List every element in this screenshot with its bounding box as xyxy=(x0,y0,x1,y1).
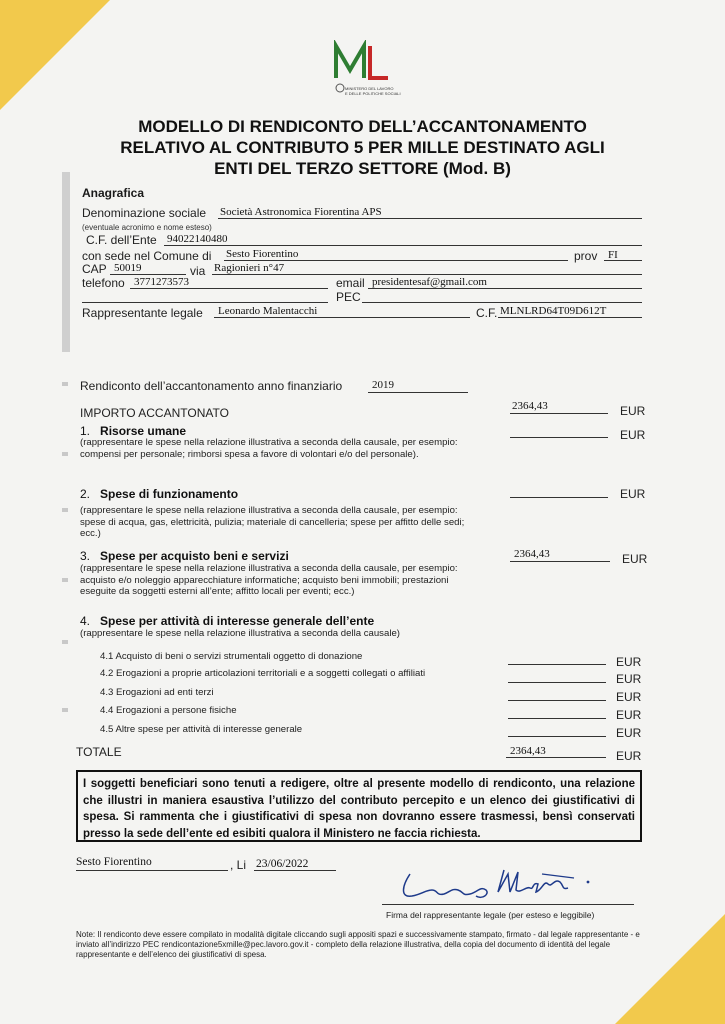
prov-value[interactable]: FI xyxy=(608,249,618,261)
field-line xyxy=(604,260,642,261)
margin-tick xyxy=(62,578,68,582)
field-line xyxy=(508,718,606,719)
pec-label: PEC xyxy=(336,290,361,304)
margin-tick xyxy=(62,508,68,512)
field-line xyxy=(510,561,610,562)
corner-decoration-top-left xyxy=(0,0,110,110)
sub-item-4-1-label: 4.1 Acquisto di beni o servizi strumentali oggetto di donazione xyxy=(100,651,363,662)
field-line xyxy=(224,260,568,261)
anno-label: Rendiconto dell’accantonamento anno finanziario xyxy=(80,379,343,393)
field-line xyxy=(508,736,606,737)
section-4-description: (rappresentare le spese nella relazione illustrativa a seconda della causale) xyxy=(80,628,400,639)
section-1-title xyxy=(80,424,186,438)
field-line xyxy=(130,288,328,289)
field-line xyxy=(110,274,186,275)
sub-item-4-3-label: 4.3 Erogazioni ad enti terzi xyxy=(100,687,214,698)
field-line xyxy=(82,302,328,303)
currency-label: EUR xyxy=(616,726,642,740)
margin-bar xyxy=(62,172,70,352)
section-1-description: (rappresentare le spese nella relazione illustrativa a seconda della causale, per esempio: compensi per personale; rimborsi spesa a favore di volontari e/o del personale). xyxy=(80,437,458,460)
title-line-1: MODELLO DI RENDICONTO DELL’ACCANTONAMENTO xyxy=(138,117,587,136)
title-line-2: RELATIVO AL CONTRIBUTO 5 PER MILLE DESTINATO AGLI xyxy=(120,138,605,157)
section-title-text: Risorse umane xyxy=(100,424,187,438)
page-title xyxy=(60,116,665,179)
denominazione-hint: (eventuale acronimo e nome esteso) xyxy=(82,223,212,232)
section-title-text: Spese per attività di interesse generale dell’ente xyxy=(100,614,375,628)
notice-box: I soggetti beneficiari sono tenuti a redigere, oltre al presente modello di rendiconto, una relazione che illustri in maniera esaustiva l’utilizzo del contributo percepito e un elenco dei giustificativi di spesa. Si rammenta che i giustificativi di spesa non dovranno essere trasmessi, bensì conservati presso la sede dell’ente ed esibiti qualora il Ministero ne faccia richiesta. xyxy=(76,770,642,842)
telefono-value[interactable]: 3771273573 xyxy=(134,276,189,288)
logo-caption xyxy=(345,86,401,96)
li-label: , Li xyxy=(230,858,247,872)
currency-label: EUR xyxy=(620,428,646,442)
section-2-description: (rappresentare le spese nella relazione illustrativa a seconda della causale, per esempio: spese di acqua, gas, elettricità, pulizia; materiale di cancelleria; spese per affitto delle sedi; ecc.) xyxy=(80,505,465,539)
comune-label: con sede nel Comune di xyxy=(82,249,212,263)
anagrafica-heading: Anagrafica xyxy=(82,186,145,200)
importo-label: IMPORTO ACCANTONATO xyxy=(80,406,229,420)
field-line xyxy=(508,664,606,665)
margin-tick xyxy=(62,452,68,456)
anno-value[interactable]: 2019 xyxy=(372,379,394,391)
denominazione-value[interactable]: Società Astronomica Fiorentina APS xyxy=(220,206,382,218)
section-number: 4. xyxy=(80,614,91,628)
prov-label: prov xyxy=(574,249,598,263)
luogo-value[interactable]: Sesto Fiorentino xyxy=(76,856,152,868)
field-line xyxy=(508,682,606,683)
title-line-3: ENTI DEL TERZO SETTORE (Mod. B) xyxy=(214,159,511,178)
section-2-title xyxy=(80,487,238,501)
field-line xyxy=(368,392,468,393)
rappresentante-value[interactable]: Leonardo Malentacchi xyxy=(218,305,318,317)
signature-line xyxy=(382,904,634,905)
currency-label: EUR xyxy=(616,690,642,704)
field-line xyxy=(508,700,606,701)
currency-label: EUR xyxy=(616,708,642,722)
field-line xyxy=(506,757,606,758)
margin-tick xyxy=(62,382,68,386)
cf-value[interactable]: 94022140480 xyxy=(167,233,228,245)
field-line xyxy=(76,870,228,871)
section-title-text: Spese di funzionamento xyxy=(100,487,239,501)
cap-value[interactable]: 50019 xyxy=(114,262,142,274)
currency-label: EUR xyxy=(620,487,646,501)
field-line xyxy=(510,413,608,414)
importo-value[interactable]: 2364,43 xyxy=(512,400,548,412)
currency-label: EUR xyxy=(622,552,648,566)
section-number: 2. xyxy=(80,487,91,501)
currency-label: EUR xyxy=(616,672,642,686)
signature-image xyxy=(392,860,612,906)
margin-tick xyxy=(62,708,68,712)
denominazione-label: Denominazione sociale xyxy=(82,206,207,220)
field-line xyxy=(510,497,608,498)
field-line xyxy=(254,870,336,871)
currency-label: EUR xyxy=(616,749,642,763)
email-label: email xyxy=(336,276,365,290)
currency-label: EUR xyxy=(616,655,642,669)
cf-label: C.F. dell’Ente xyxy=(86,233,157,247)
via-value[interactable]: Ragionieri n°47 xyxy=(214,262,285,274)
section-3-value[interactable]: 2364,43 xyxy=(514,548,550,560)
section-3-description: (rappresentare le spese nella relazione illustrativa a seconda della causale, per esempio: acquisto e/o noleggio apparecchiature informatiche; acquisto beni immobili; prestazioni eseguite da soggetti esterni all’ente; affitto locali per eventi; ecc.) xyxy=(80,563,458,597)
section-number: 1. xyxy=(80,424,91,438)
rappresentante-cf-value[interactable]: MLNLRD64T09D612T xyxy=(500,305,607,317)
field-line xyxy=(362,302,642,303)
sub-item-4-4-label: 4.4 Erogazioni a persone fisiche xyxy=(100,705,237,716)
rappresentante-cf-label: C.F. xyxy=(476,306,498,320)
rappresentante-label: Rappresentante legale xyxy=(82,306,203,320)
field-line xyxy=(368,288,642,289)
field-line xyxy=(510,437,608,438)
logo-caption-line: E DELLE POLITICHE SOCIALI xyxy=(345,91,401,96)
margin-tick xyxy=(62,640,68,644)
totale-label: TOTALE xyxy=(76,745,122,759)
section-title-text: Spese per acquisto beni e servizi xyxy=(100,549,289,563)
sub-item-4-5-label: 4.5 Altre spese per attività di interesse generale xyxy=(100,724,303,735)
field-line xyxy=(164,245,642,246)
field-line xyxy=(214,317,470,318)
sub-item-4-2-label: 4.2 Erogazioni a proprie articolazioni territoriali e a soggetti collegati o affiliati xyxy=(100,668,426,679)
field-line xyxy=(212,274,642,275)
cap-label: CAP xyxy=(82,262,107,276)
via-label: via xyxy=(190,264,206,278)
logo-caption-line: MINISTERO DEL LAVORO xyxy=(345,86,394,91)
section-3-title xyxy=(80,549,289,563)
field-line xyxy=(498,317,642,318)
telefono-label: telefono xyxy=(82,276,125,290)
firma-label: Firma del rappresentante legale (per esteso e leggibile) xyxy=(386,910,595,920)
totale-value[interactable]: 2364,43 xyxy=(510,745,546,757)
email-value[interactable]: presidentesaf@gmail.com xyxy=(372,276,487,288)
footer-note: Note: Il rendiconto deve essere compilato in modalità digitale cliccando sugli appositi spazi e successivamente stampato, firmato - dal legale rappresentante - e inviato all’indirizzo PEC rendicontazione5xmille@pec.lavoro.gov.it - completo della relazione illustrativa, della copia del documento di identità del legale rappresentante e dell’elenco dei giustificativi di spesa. xyxy=(76,930,640,959)
data-value[interactable]: 23/06/2022 xyxy=(256,858,309,870)
section-4-title xyxy=(80,614,374,628)
comune-value[interactable]: Sesto Fiorentino xyxy=(226,248,299,260)
section-number: 3. xyxy=(80,549,91,563)
currency-label: EUR xyxy=(620,404,646,418)
field-line xyxy=(218,218,642,219)
